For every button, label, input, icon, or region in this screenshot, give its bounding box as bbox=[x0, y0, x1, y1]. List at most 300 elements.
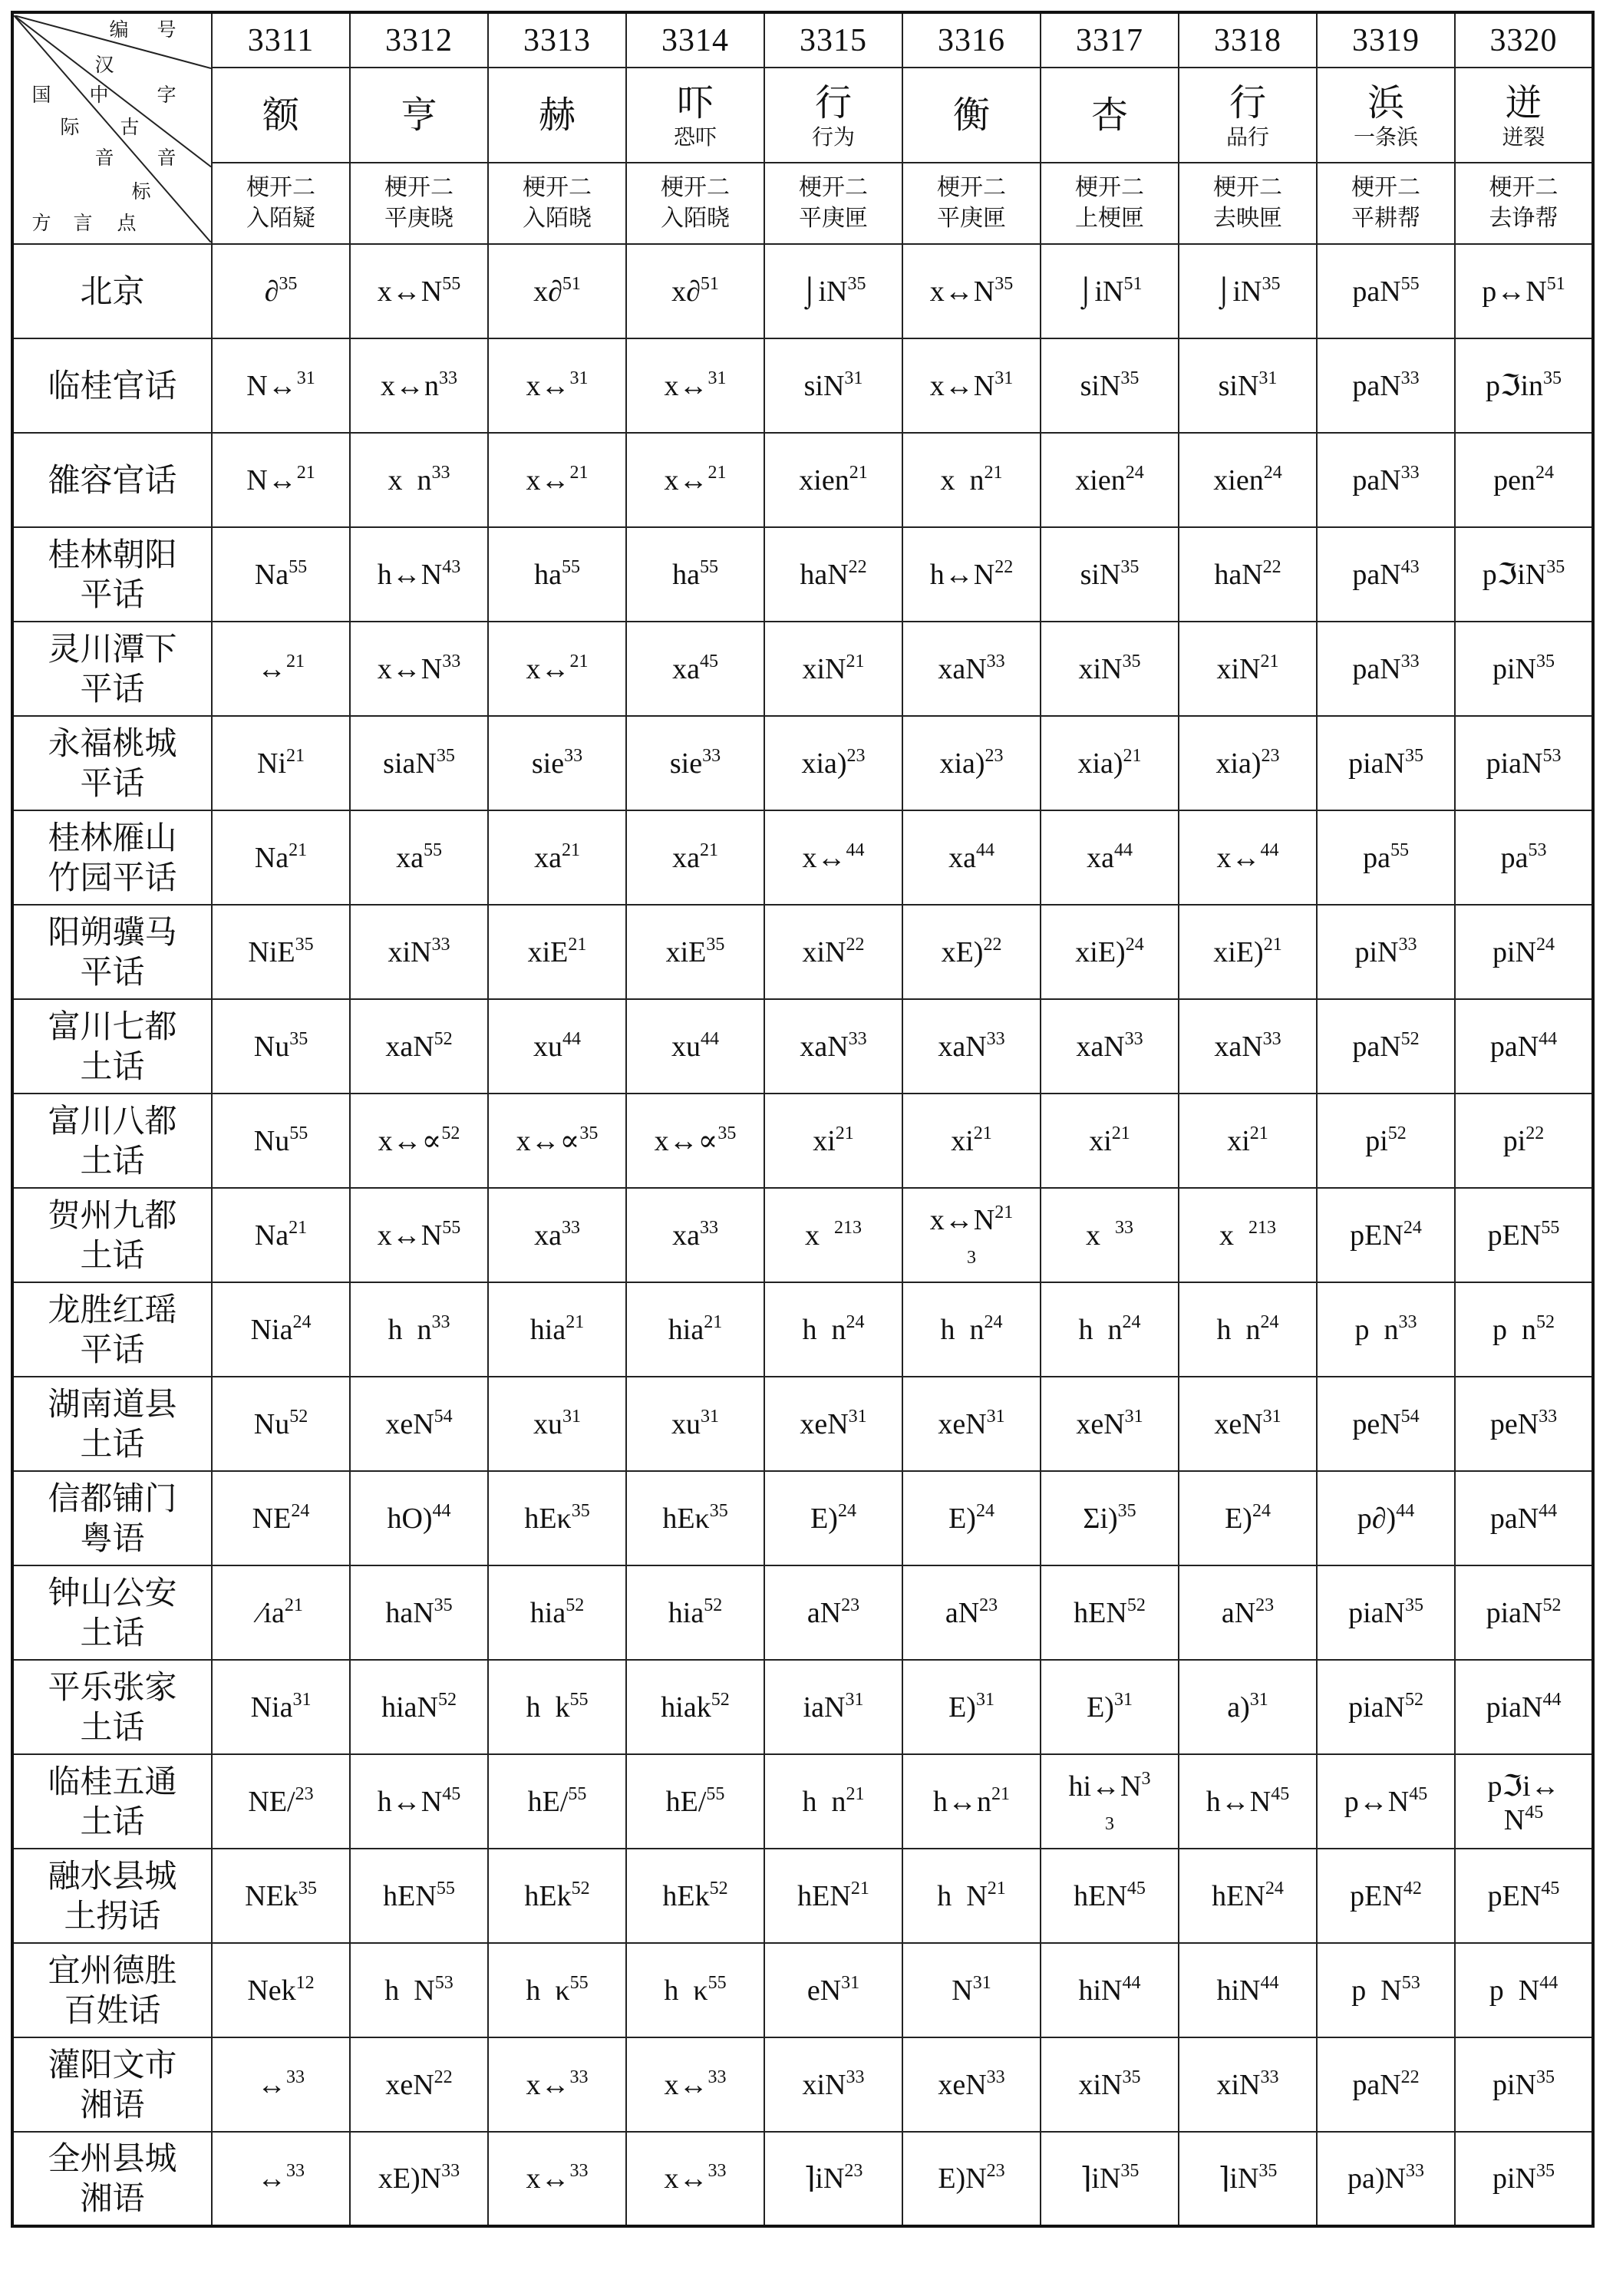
dialect-row bbox=[12, 1849, 1593, 1943]
ipa-base: p N bbox=[1351, 1974, 1402, 2007]
tone-value: 33 bbox=[431, 462, 450, 483]
column-character: 行 bbox=[814, 81, 852, 124]
tone-value: 52 bbox=[1404, 1689, 1423, 1710]
pronunciation-cell bbox=[1455, 527, 1593, 622]
tone-value: 3 bbox=[1105, 1813, 1114, 1834]
pronunciation-cell bbox=[1317, 527, 1455, 622]
dialect-name-cell bbox=[12, 1849, 212, 1943]
column-number: 3312 bbox=[350, 12, 488, 68]
pronunciation-line bbox=[1456, 2160, 1591, 2197]
pronunciation-cell bbox=[1179, 1471, 1317, 1565]
tone-value: 35 bbox=[571, 1500, 590, 1521]
ipa-base: xa bbox=[1087, 841, 1114, 874]
ipa-base: x↔N bbox=[377, 652, 443, 685]
pronunciation-line bbox=[213, 556, 349, 593]
ipa-base: pEN bbox=[1487, 1879, 1542, 1912]
ipa-base: N bbox=[952, 1974, 973, 2007]
ipa-base: ⌉iN bbox=[1080, 2162, 1121, 2195]
dialect-name: 土拐话 bbox=[64, 1896, 161, 1935]
pronunciation-line bbox=[765, 273, 902, 310]
ipa-base: x∂ bbox=[671, 275, 701, 308]
ipa-base: x↔ bbox=[664, 2068, 708, 2101]
tone-value: 31 bbox=[844, 368, 863, 388]
middle-chinese-line: 上梗匣 bbox=[1075, 205, 1144, 232]
column-number: 3314 bbox=[626, 12, 764, 68]
tone-value: 55 bbox=[1541, 1217, 1560, 1238]
tone-value: 55 bbox=[289, 1123, 308, 1143]
tone-value: 23 bbox=[1255, 1595, 1275, 1615]
pronunciation-cell bbox=[1317, 999, 1455, 1094]
pronunciation-line bbox=[765, 1878, 902, 1915]
tone-value: 52 bbox=[709, 1878, 728, 1898]
dialect-name-cell bbox=[12, 1188, 212, 1282]
table-header bbox=[12, 12, 1593, 244]
pronunciation-cell bbox=[626, 810, 764, 905]
tone-value: 43 bbox=[442, 556, 461, 577]
dialect-name: 临桂官话 bbox=[48, 366, 177, 404]
ipa-base: iaN bbox=[803, 1691, 846, 1724]
pronunciation-cell bbox=[1041, 716, 1179, 810]
dialect-name-cell bbox=[12, 1660, 212, 1754]
pronunciation-line bbox=[213, 368, 349, 404]
pronunciation-cell bbox=[626, 1943, 764, 2037]
tone-value: 31 bbox=[1124, 1406, 1143, 1427]
ipa-base: x↔ bbox=[664, 2162, 708, 2195]
tone-value: 31 bbox=[707, 368, 727, 388]
tone-value: 21 bbox=[569, 462, 589, 483]
pronunciation-cell bbox=[1455, 810, 1593, 905]
tone-value: 52 bbox=[1542, 1595, 1562, 1615]
ipa-base: haN bbox=[800, 558, 849, 591]
ipa-base: h n bbox=[802, 1313, 846, 1346]
ipa-base: x bbox=[805, 1219, 834, 1252]
tone-value: 21 bbox=[289, 840, 308, 860]
tone-value: 3 bbox=[1141, 1768, 1151, 1789]
column-number: 3320 bbox=[1455, 12, 1593, 68]
pronunciation-cell bbox=[764, 338, 902, 433]
tone-value: 33 bbox=[286, 2067, 305, 2087]
pronunciation-cell bbox=[1455, 244, 1593, 338]
tone-value: 51 bbox=[562, 273, 581, 294]
pronunciation-line bbox=[627, 1028, 764, 1065]
dialect-name: 贺州九都 bbox=[48, 1196, 177, 1234]
tone-value: 33 bbox=[561, 1217, 580, 1238]
tone-value: 23 bbox=[844, 2161, 863, 2181]
pronunciation-cell bbox=[488, 1471, 626, 1565]
tone-value: 33 bbox=[1405, 2161, 1424, 2181]
dialect-name: 土话 bbox=[80, 1047, 145, 1085]
ipa-base: xu bbox=[533, 1030, 562, 1063]
dialect-name: 全州县城 bbox=[48, 2139, 177, 2177]
tone-value: 55 bbox=[568, 1783, 587, 1804]
ipa-base: paN bbox=[1489, 1502, 1539, 1535]
tone-value: 31 bbox=[1113, 1689, 1133, 1710]
ipa-base: aN bbox=[806, 1596, 842, 1629]
ipa-base: x bbox=[1219, 1219, 1248, 1252]
tone-value: 3 bbox=[967, 1247, 976, 1268]
pronunciation-cell bbox=[902, 338, 1041, 433]
tone-value: 55 bbox=[569, 1689, 589, 1710]
pronunciation-line bbox=[903, 1783, 1040, 1820]
pronunciation-line bbox=[213, 840, 349, 876]
pronunciation-line bbox=[1179, 1217, 1316, 1254]
ipa-base: hEN bbox=[1074, 1596, 1127, 1629]
pronunciation-cell bbox=[764, 1849, 902, 1943]
pronunciation-line bbox=[489, 2160, 625, 2197]
ipa-base: x n bbox=[388, 463, 432, 496]
ipa-base: sie bbox=[669, 747, 703, 780]
pronunciation-line bbox=[1179, 1878, 1316, 1915]
tone-value: 33 bbox=[1400, 462, 1420, 483]
pronunciation-line bbox=[1318, 1123, 1454, 1160]
tone-value: 33 bbox=[1539, 1406, 1558, 1427]
pronunciation-line bbox=[1318, 1217, 1454, 1254]
dialect-name-cell bbox=[12, 433, 212, 527]
column-number: 3319 bbox=[1317, 12, 1455, 68]
pronunciation-cell bbox=[488, 1188, 626, 1282]
pronunciation-line bbox=[1456, 1595, 1591, 1631]
pronunciation-line bbox=[765, 1595, 902, 1631]
ipa-base: pa bbox=[1363, 841, 1390, 874]
tone-value: 35 bbox=[1120, 368, 1140, 388]
pronunciation-cell bbox=[488, 1849, 626, 1943]
tone-value: 52 bbox=[441, 1123, 460, 1143]
ipa-base: ↔ bbox=[257, 2068, 286, 2101]
pronunciation-line bbox=[1456, 651, 1591, 688]
ipa-base: siN bbox=[803, 369, 845, 402]
pronunciation-line bbox=[627, 1595, 764, 1631]
pronunciation-line bbox=[1318, 2160, 1454, 2197]
pronunciation-cell bbox=[902, 433, 1041, 527]
dialect-row bbox=[12, 1943, 1593, 2037]
tone-value: 44 bbox=[1542, 1689, 1562, 1710]
dialect-name: 阳朔骥马 bbox=[48, 912, 177, 951]
pronunciation-cell bbox=[488, 810, 626, 905]
pronunciation-line bbox=[351, 1500, 487, 1537]
corner-label-guojiyinbiao: 际 bbox=[60, 115, 80, 138]
pronunciation-cell bbox=[1179, 999, 1317, 1094]
ipa-base: paN bbox=[1352, 2068, 1401, 2101]
tone-value: 31 bbox=[986, 1406, 1005, 1427]
pronunciation-line bbox=[1318, 556, 1454, 593]
pronunciation-line bbox=[1456, 1217, 1591, 1254]
ipa-base: hE/ bbox=[527, 1785, 569, 1818]
pronunciation-cell bbox=[626, 244, 764, 338]
pronunciation-cell bbox=[1041, 1471, 1179, 1565]
ipa-base: piN bbox=[1493, 652, 1536, 685]
pronunciation-cell bbox=[902, 1565, 1041, 1660]
tone-value: 22 bbox=[848, 556, 867, 577]
pronunciation-cell bbox=[488, 527, 626, 622]
dialect-name-cell bbox=[12, 1377, 212, 1471]
tone-value: 21 bbox=[569, 651, 589, 671]
pronunciation-line bbox=[627, 1123, 764, 1160]
pronunciation-line bbox=[351, 556, 487, 593]
dialect-name: 雒容官话 bbox=[48, 460, 177, 499]
tone-value: 213 bbox=[1248, 1217, 1276, 1238]
pronunciation-line bbox=[627, 1972, 764, 2009]
tone-value: 44 bbox=[975, 840, 994, 860]
pronunciation-cell bbox=[764, 905, 902, 999]
tone-value: 21 bbox=[1260, 651, 1279, 671]
corner-label-bianhao: 编 bbox=[109, 18, 129, 41]
dialect-name: 永福桃城 bbox=[48, 724, 177, 762]
ipa-base: hE/ bbox=[665, 1785, 707, 1818]
middle-chinese-line: 平庚匣 bbox=[937, 205, 1006, 232]
pronunciation-line bbox=[1179, 1311, 1316, 1348]
pronunciation-cell bbox=[1179, 716, 1317, 810]
ipa-base: NiE bbox=[248, 935, 295, 968]
pronunciation-line bbox=[627, 1500, 764, 1537]
pronunciation-cell bbox=[1041, 622, 1179, 716]
pronunciation-line bbox=[351, 1689, 487, 1726]
pronunciation-line bbox=[489, 840, 625, 876]
pronunciation-cell bbox=[488, 1754, 626, 1849]
pronunciation-line bbox=[213, 2160, 349, 2197]
pronunciation-line bbox=[489, 1689, 625, 1726]
pronunciation-cell bbox=[488, 999, 626, 1094]
tone-value: 24 bbox=[1536, 934, 1555, 955]
tone-value: 31 bbox=[1258, 368, 1278, 388]
pronunciation-cell bbox=[626, 1188, 764, 1282]
tone-value: 21 bbox=[1263, 934, 1282, 955]
pronunciation-cell bbox=[488, 1565, 626, 1660]
pronunciation-line bbox=[1318, 1689, 1454, 1726]
pronunciation-line bbox=[1456, 556, 1591, 593]
ipa-base: piaN bbox=[1486, 1596, 1543, 1629]
ipa-base: ⌉iN bbox=[1218, 2162, 1259, 2195]
pronunciation-cell bbox=[350, 1377, 488, 1471]
middle-chinese-line: 入陌疑 bbox=[246, 205, 315, 232]
ipa-base: Nia bbox=[250, 1691, 293, 1724]
pronunciation-cell bbox=[626, 1094, 764, 1188]
tone-value: 44 bbox=[1122, 1972, 1141, 1993]
tone-value: 35 bbox=[1546, 556, 1565, 577]
pronunciation-line bbox=[765, 2160, 902, 2197]
pronunciation-cell bbox=[488, 244, 626, 338]
pronunciation-line bbox=[1041, 840, 1178, 876]
corner-label-zhongguyin: 古 bbox=[120, 115, 140, 138]
pronunciation-line bbox=[1318, 1878, 1454, 1915]
pronunciation-line bbox=[1179, 745, 1316, 782]
pronunciation-cell bbox=[1179, 810, 1317, 905]
tone-value: 31 bbox=[562, 1406, 581, 1427]
dialect-name: 富川七都 bbox=[48, 1007, 177, 1045]
tone-value: 31 bbox=[292, 1689, 312, 1710]
tone-value: 24 bbox=[1260, 1311, 1279, 1332]
dialect-comparison-table bbox=[11, 11, 1595, 2228]
tone-value: 55 bbox=[442, 273, 461, 294]
pronunciation-cell bbox=[1455, 1282, 1593, 1377]
tone-value: 55 bbox=[707, 1972, 727, 1993]
ipa-base: haN bbox=[385, 1596, 434, 1629]
column-character-note: 行为 bbox=[811, 124, 855, 150]
ipa-base: x↔∝ bbox=[516, 1124, 580, 1157]
tone-value: 12 bbox=[295, 1972, 315, 1993]
corner-label-hanzi: 字 bbox=[157, 83, 176, 106]
middle-chinese-line: 梗开二 bbox=[246, 174, 315, 201]
ipa-base: xia) bbox=[1215, 747, 1262, 780]
corner-label-bianhao: 号 bbox=[157, 18, 176, 41]
pronunciation-cell bbox=[212, 244, 350, 338]
pronunciation-line bbox=[1041, 1217, 1178, 1254]
tone-value: 45 bbox=[1271, 1783, 1290, 1804]
pronunciation-cell bbox=[350, 1094, 488, 1188]
ipa-base: Na bbox=[254, 558, 289, 591]
dialect-name: 信都铺门 bbox=[48, 1479, 177, 1517]
pronunciation-line bbox=[213, 1595, 349, 1631]
pronunciation-cell bbox=[1179, 1377, 1317, 1471]
corner-label-zhongguyin: 中 bbox=[89, 83, 109, 106]
middle-chinese-line: 梗开二 bbox=[1489, 174, 1558, 201]
tone-value: 24 bbox=[1252, 1500, 1271, 1521]
pronunciation-cell bbox=[902, 810, 1041, 905]
pronunciation-line bbox=[1179, 1028, 1316, 1065]
column-character: 行 bbox=[1229, 81, 1266, 124]
ipa-base: xa bbox=[672, 1219, 700, 1252]
tone-value: 21 bbox=[846, 1783, 865, 1804]
ipa-base: xeN bbox=[385, 1407, 434, 1440]
pronunciation-cell bbox=[626, 527, 764, 622]
ipa-base: xeN bbox=[1214, 1407, 1263, 1440]
ipa-base: xien bbox=[1213, 463, 1264, 496]
tone-value: 33 bbox=[431, 934, 450, 955]
tone-value: 35 bbox=[1536, 2067, 1555, 2087]
pronunciation-cell bbox=[1317, 2037, 1455, 2132]
tone-value: 33 bbox=[1398, 934, 1417, 955]
dialect-name-cell bbox=[12, 1943, 212, 2037]
dialect-name-cell bbox=[12, 2037, 212, 2132]
pronunciation-cell bbox=[626, 1565, 764, 1660]
pronunciation-line bbox=[903, 2160, 1040, 2197]
tone-value: 22 bbox=[994, 556, 1014, 577]
pronunciation-cell bbox=[764, 1754, 902, 1849]
pronunciation-cell bbox=[764, 2132, 902, 2226]
pronunciation-line bbox=[1179, 273, 1316, 310]
tone-value: 23 bbox=[295, 1783, 314, 1804]
ipa-base: x↔N bbox=[377, 1219, 443, 1252]
pronunciation-line bbox=[1041, 462, 1178, 499]
pronunciation-cell bbox=[350, 244, 488, 338]
pronunciation-cell bbox=[1041, 810, 1179, 905]
ipa-base: h n bbox=[802, 1785, 846, 1818]
pronunciation-line bbox=[1456, 1028, 1591, 1065]
ipa-base: x↔N bbox=[929, 1203, 995, 1236]
tone-value: 55 bbox=[699, 556, 718, 577]
dialect-name-cell bbox=[12, 716, 212, 810]
pronunciation-line bbox=[1179, 1972, 1316, 2009]
pronunciation-line bbox=[903, 1311, 1040, 1348]
middle-chinese-line: 梗开二 bbox=[661, 174, 730, 201]
ipa-base: hEN bbox=[1074, 1879, 1127, 1912]
pronunciation-cell bbox=[1317, 433, 1455, 527]
tone-value: 21 bbox=[1249, 1123, 1268, 1143]
pronunciation-line bbox=[1179, 840, 1316, 876]
pronunciation-line bbox=[903, 1028, 1040, 1065]
dialect-name-cell bbox=[12, 2132, 212, 2226]
middle-chinese-line: 平庚匣 bbox=[799, 205, 868, 232]
middle-chinese-line: 梗开二 bbox=[1351, 174, 1420, 201]
pronunciation-cell bbox=[350, 1754, 488, 1849]
pronunciation-cell bbox=[1041, 1282, 1179, 1377]
pronunciation-cell bbox=[1041, 2037, 1179, 2132]
pronunciation-line bbox=[1456, 462, 1591, 499]
tone-value: 35 bbox=[1117, 1500, 1136, 1521]
ipa-base: x↔N bbox=[929, 275, 995, 308]
ipa-base: x↔ bbox=[526, 369, 570, 402]
pronunciation-line bbox=[1041, 556, 1178, 593]
ipa-base: xeN bbox=[938, 1407, 987, 1440]
pronunciation-line bbox=[1179, 368, 1316, 404]
ipa-base: piaN bbox=[1348, 1596, 1405, 1629]
tone-value: 33 bbox=[986, 651, 1005, 671]
pronunciation-cell bbox=[1179, 1754, 1317, 1849]
pronunciation-cell bbox=[1179, 338, 1317, 433]
ipa-base: ⌡iN bbox=[800, 275, 848, 308]
pronunciation-cell bbox=[902, 905, 1041, 999]
ipa-base: xeN bbox=[800, 1407, 849, 1440]
pronunciation-line bbox=[903, 934, 1040, 971]
ipa-base: E) bbox=[1087, 1691, 1114, 1724]
pronunciation-cell bbox=[1179, 2132, 1317, 2226]
column-character: 额 bbox=[262, 94, 299, 137]
column-character-cell bbox=[1179, 68, 1317, 163]
dialect-row bbox=[12, 1754, 1593, 1849]
pronunciation-cell bbox=[626, 716, 764, 810]
pronunciation-cell bbox=[902, 716, 1041, 810]
pronunciation-line bbox=[903, 745, 1040, 782]
ipa-base: p↔N bbox=[1482, 275, 1547, 308]
pronunciation-line bbox=[765, 934, 902, 971]
column-middle-chinese bbox=[1317, 163, 1455, 244]
ipa-base: pℑi↔ bbox=[1487, 1770, 1560, 1803]
pronunciation-cell bbox=[1041, 1754, 1179, 1849]
tone-value: 44 bbox=[1539, 1972, 1558, 1993]
dialect-row bbox=[12, 1282, 1593, 1377]
tone-value: 21 bbox=[994, 1202, 1014, 1222]
pronunciation-line bbox=[489, 2067, 625, 2103]
pronunciation-line bbox=[489, 1406, 625, 1443]
tone-value: 52 bbox=[1387, 1123, 1407, 1143]
ipa-base: siN bbox=[1218, 369, 1259, 402]
ipa-base: ha bbox=[672, 558, 700, 591]
tone-value: 24 bbox=[1535, 462, 1554, 483]
ipa-base: xien bbox=[799, 463, 849, 496]
pronunciation-line bbox=[903, 462, 1040, 499]
pronunciation-line bbox=[1318, 1311, 1454, 1348]
pronunciation-line bbox=[903, 1689, 1040, 1726]
pronunciation-line bbox=[1041, 1972, 1178, 2009]
pronunciation-line bbox=[1318, 273, 1454, 310]
ipa-base: hEk bbox=[524, 1879, 572, 1912]
tone-value: 21 bbox=[284, 1595, 303, 1615]
dialect-row bbox=[12, 338, 1593, 433]
ipa-base: xiE bbox=[665, 935, 707, 968]
ipa-base: eN bbox=[806, 1974, 842, 2007]
pronunciation-cell bbox=[764, 1094, 902, 1188]
pronunciation-line bbox=[1456, 1972, 1591, 2009]
tone-value: 22 bbox=[983, 934, 1002, 955]
pronunciation-cell bbox=[1179, 1943, 1317, 2037]
dialect-name-cell bbox=[12, 622, 212, 716]
pronunciation-line bbox=[213, 1689, 349, 1726]
tone-value: 24 bbox=[1265, 1878, 1284, 1898]
pronunciation-cell bbox=[764, 1471, 902, 1565]
tone-value: 55 bbox=[1400, 273, 1420, 294]
pronunciation-line bbox=[351, 651, 487, 688]
ipa-base: ⌡iN bbox=[1077, 275, 1124, 308]
column-character: 吓 bbox=[676, 81, 714, 124]
